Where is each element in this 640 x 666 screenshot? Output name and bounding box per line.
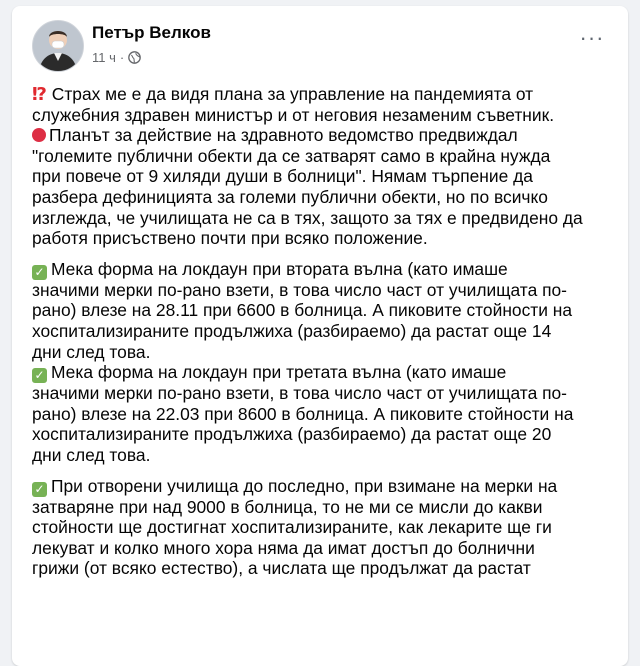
check-mark-icon: ✓	[32, 368, 47, 383]
post-text-line	[32, 228, 622, 249]
avatar[interactable]	[32, 20, 84, 72]
post-text-line	[32, 383, 622, 404]
post-text-line	[32, 445, 622, 466]
post-text: лекуват и колко много хора няма да имат достъп до болнични	[32, 537, 535, 558]
post-text-line	[32, 517, 622, 538]
post-text-line	[32, 321, 622, 342]
post-text: дни след това.	[32, 341, 151, 362]
post-paragraph	[32, 259, 622, 466]
post-meta	[92, 50, 141, 65]
post-text: изглежда, че училищата не са в тях, защото за тях е предвидено да	[32, 207, 583, 228]
more-options-button[interactable]: ···	[579, 25, 605, 50]
post-text-line	[32, 280, 622, 301]
post-text-line	[32, 362, 622, 383]
post-text: рано) влезе на 22.03 при 8600 в болница. А пиковите стойности на	[32, 403, 574, 424]
author-name[interactable]: Петър Велков	[92, 23, 211, 42]
exclamation-question-icon: ⁉	[32, 84, 47, 104]
avatar-photo-icon	[33, 21, 83, 71]
post-text: Страх ме е да видя плана за управление на пандемията от	[51, 84, 534, 104]
post-paragraph	[32, 476, 622, 579]
post-text-line	[32, 424, 622, 445]
post-text-line	[32, 404, 622, 425]
post-text-line	[32, 538, 622, 559]
post-text-line	[32, 497, 622, 518]
red-circle-icon	[32, 128, 46, 142]
post-text: "големите публични обекти да се затварят само в крайна нужда	[32, 145, 551, 166]
post-text: рано) влезе на 28.11 при 6600 в болница. А пиковите стойности на	[32, 300, 573, 321]
post-text: работя присъствено почти при всяко положение.	[32, 228, 428, 249]
post-text: значими мерки по-рано взети, в това число част от училищата по-	[32, 383, 567, 404]
post-card	[12, 6, 628, 666]
post-text-line	[32, 84, 622, 105]
post-text: Мека форма на локдаун при третата вълна (като имаше	[51, 362, 507, 383]
post-text-line	[32, 146, 622, 167]
post-text: хоспитализираните продължиха (разбираемо) да растат още 20	[32, 424, 552, 445]
meta-separator: ·	[119, 50, 125, 65]
check-mark-icon: ✓	[32, 265, 47, 280]
post-text: Мека форма на локдаун при втората вълна (като имаше	[51, 258, 508, 279]
post-text-line	[32, 558, 622, 579]
check-mark-icon: ✓	[32, 482, 47, 497]
post-text-line	[32, 105, 622, 126]
post-time[interactable]: 11 ч	[92, 50, 116, 65]
post-text: затваряне при над 9000 в болница, то не ми се мисли до какви	[32, 496, 543, 517]
post-text-line	[32, 208, 622, 229]
globe-icon	[128, 51, 141, 64]
post-text: значими мерки по-рано взети, в това число част от училищата по-	[32, 279, 567, 300]
post-body	[32, 84, 622, 589]
post-text: при повече от 9 хиляди души в болници". Нямам търпение да	[32, 166, 533, 187]
post-text: грижи (от всяко естество), а числата ще продължат да растат	[32, 558, 531, 579]
post-text: хоспитализираните продължиха (разбираемо) да растат още 14	[32, 320, 552, 341]
post-text-line	[32, 125, 622, 146]
post-text: Планът за действие на здравното ведомство предвиждал	[49, 125, 518, 146]
post-paragraph	[32, 84, 622, 249]
post-text: служебния здравен министър и от неговия незаменим съветник.	[32, 104, 555, 125]
post-text: разбера дефиницията за големи публични обекти, но по всичко	[32, 186, 548, 207]
post-text: дни след това.	[32, 444, 151, 465]
post-text-line	[32, 300, 622, 321]
post-text: стойности ще достигнат хоспитализираните, как лекарите ще ги	[32, 517, 552, 538]
post-header	[32, 18, 614, 76]
post-text-line	[32, 259, 622, 280]
post-text-line	[32, 166, 622, 187]
post-text-line	[32, 342, 622, 363]
post-text-line	[32, 187, 622, 208]
post-text-line	[32, 476, 622, 497]
post-text: При отворени училища до последно, при взимане на мерки на	[51, 475, 558, 496]
